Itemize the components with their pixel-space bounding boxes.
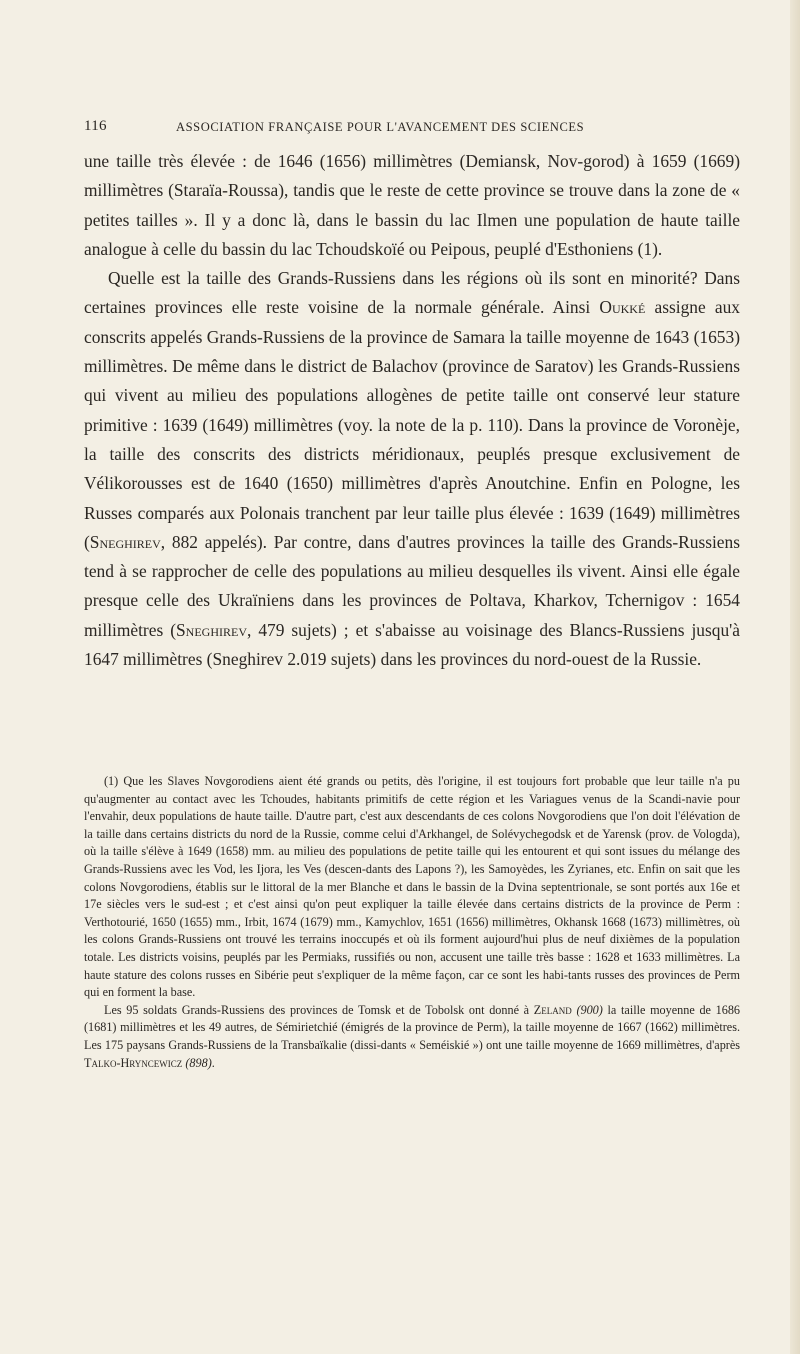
author-name: Sneghirev	[89, 531, 161, 552]
paragraph-2-text-d: , 479 sujets) ; et s'abaisse au voisinage des Blancs-Russiens jusqu'à 1647 millimètres (Sneghirev 2.019 sujets) dans les provinces du nord-ouest de la Russie.	[84, 619, 740, 670]
paragraph-2-text-c: , 882 appelés). Par contre, dans d'autres provinces la taille des Grands-Russiens tend à se rapprocher de celle des populations au milieu desquelles ils vivent. Ainsi elle égale presque celle des Ukraïniens dans les provinces de Poltava, Kharkov, Tchernigov : 1654 millimètres (	[84, 531, 740, 640]
author-name: Talko-Hryncewicz	[84, 1055, 183, 1070]
page-number: 116	[84, 118, 107, 134]
author-name: Zeland	[533, 1002, 572, 1017]
page-edge	[790, 0, 800, 1354]
footnote-text-c: .	[211, 1055, 215, 1070]
footnotes	[84, 773, 740, 1072]
paragraph-2-text-b: assigne aux conscrits appelés Grands-Russiens de la province de Samara la taille moyenne de 1643 (1653) millimètres. De même dans le district de Balachov (province de Saratov) les Grands-Russiens qui vivent au milieu des populations allogènes de petite taille ont conservé leur stature primitive : 1639 (1649) millimètres (voy. la note de la p. 110). Dans la province de Voronèje, la taille des conscrits des districts méridionaux, peuplés presque exclusivement de Vélikorousses est de 1640 (1650) millimètres d'après Anoutchine. Enfin en Pologne, les Russes comparés aux Polonais tranchent par leur taille plus élevée : 1639 (1649) millimètres (	[84, 297, 740, 552]
author-name: Sneghirev	[176, 619, 247, 640]
paragraph-2	[84, 264, 740, 674]
footnote-text-a: Les 95 soldats Grands-Russiens des provinces de Tomsk et de Tobolsk ont donné à	[104, 1002, 534, 1017]
paragraph-1: une taille très élevée : de 1646 (1656) millimètres (Demiansk, Nov-gorod) à 1659 (1669) millimètres (Staraïa-Roussa), tandis que le reste de cette province se trouve dans la zone de « petites tailles ». Il y a donc là, dans le bassin du lac Ilmen une population de haute taille analogue à celle du bassin du lac Tchoudskoïé ou Peipous, peuplé d'Esthoniens (1).	[84, 151, 740, 259]
reference-number: (900)	[576, 1002, 603, 1017]
page-header	[84, 118, 734, 142]
body-text	[84, 147, 740, 674]
footnote-1-continued	[84, 1002, 740, 1072]
author-name: Oukké	[599, 297, 646, 318]
running-head: ASSOCIATION FRANÇAISE POUR L'AVANCEMENT DES SCIENCES	[176, 120, 585, 134]
footnote-text-b: la taille moyenne de 1686 (1681) millimètres et les 49 autres, de Sémirietchié (émigrés de la province de Perm), la taille moyenne de 1667 (1662) millimètres. Les 175 paysans Grands-Russiens de la Transbaïkalie (dissi-dants « Seméiskié ») ont une taille moyenne de 1669 millimètres, d'après	[84, 1002, 741, 1052]
footnote-1: (1) Que les Slaves Novgorodiens aient été grands ou petits, dès l'origine, il est toujours fort probable que leur taille n'a pu qu'augmenter au contact avec les Tchoudes, habitants primitifs de cette région et les Variagues venus de la Scandi-navie pour l'envahir, deux populations de haute taille. D'autre part, c'est aux descendants de ces colons Novgorodiens que l'on doit l'élévation de la taille dans certains districts du nord de la Russie, comme celui d'Arkhangel, de Solévychegodsk et de Yarensk (prov. de Vologda), où la taille s'élève à 1649 (1658) mm. au milieu des populations de petite taille qui les entourent et qui sont issues du mélange des Grands-Russiens avec les Vod, les Ijora, les Ves (descen-dants des Lapons ?), les Samoyèdes, les Zyrianes, etc. Enfin on sait que les colons Novgorodiens, établis sur le littoral de la mer Blanche et dans le bassin de la Dvina septentrionale, se sont portés aux 16e et 17e siècles vers le sud-est ; et c'est ainsi qu'on peut expliquer la taille élevée dans certains districts de la province de Perm : Verthotourié, 1650 (1655) mm., Irbit, 1674 (1679) mm., Kamychlov, 1651 (1656) millimètres, Okhansk 1668 (1673) millimètres, où les colons Grands-Russiens ont trouvé les terrains inoccupés et où ils forment aujourd'hui plus de neuf dixièmes de la population totale. Les districts voisins, peuplés par les Permiaks, russifiés ou non, accusent une taille très basse : 1628 et 1633 millimètres. La haute stature des colons russes en Sibérie peut s'expliquer de la même façon, car ce sont les habi-tants russes des provinces de Perm qui en forment la base.	[84, 774, 740, 1000]
reference-number: (898)	[185, 1055, 212, 1070]
paragraph-2-text-a: Quelle est la taille des Grands-Russiens dans les régions où ils sont en minorité? Dans certaines provinces elle reste voisine de la normale générale. Ainsi	[84, 268, 740, 318]
